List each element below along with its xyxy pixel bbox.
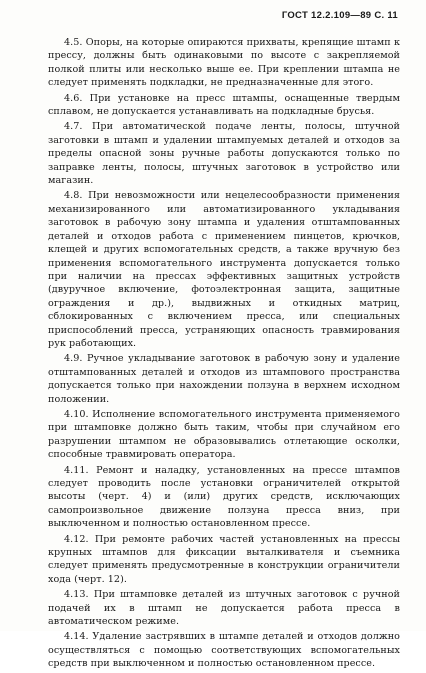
paragraph-4-9: 4.9. Ручное укладывание заготовок в рабочую зону и удаление отштампованных деталей и отходов из штампового пространства допускается только при нахождении ползуна в верхнем исходном положении. [48, 353, 400, 405]
page-header: ГОСТ 12.2.109—89 С. 11 [281, 10, 398, 21]
paragraph-4-5: 4.5. Опоры, на которые опираются прихваты, крепящие штамп к прессу, должны быть одинаковыми по высоте с закрепляемой полкой плиты или несколько выше ее. При креплении штампа не следует применять подкладки, не предназначенные для этого. [48, 37, 400, 89]
paragraph-4-10: 4.10. Исполнение вспомогательного инструмента применяемого при штамповке должно быть таким, чтобы при случайном его разрушении штампом не образовывались отлетающие осколки, способные травмировать оператора. [48, 408, 400, 461]
paragraph-4-11: 4.11. Ремонт и наладку, установленных на прессе штампов следует проводить после установки ограничителей открытой высоты (черт. 4) и (или) других средств, исключающих самопроизвольное движение ползуна пресса вниз, при выключенном и полностью остановленном прессе. [48, 464, 400, 530]
paragraph-4-14: 4.14. Удаление застрявших в штампе деталей и отходов должно осуществляться с помощью соответствующих вспомогательных средств при выключенном и полностью остановленном прессе. [48, 631, 400, 670]
paragraph-4-7: 4.7. При автоматической подаче ленты, полосы, штучной заготовки в штамп и удалении штампуемых деталей и отходов за пределы опасной зоны ручные работы допускаются только по заправке ленты, полосы, штучных заготовок в устройство или магазин. [48, 121, 400, 187]
paragraph-4-8: 4.8. При невозможности или нецелесообразности применения механизированного или автоматизированного укладывания заготовок в рабочую зону штампа и удаления отштампованных деталей и отходов работа с применением пинцетов, крючков, клещей и других вспомогательных средств, а также вручную без применения вспомогательного инструмента допускается только при наличии на прессах эффективных защитных устройств (двуручное включение, фотоэлектронная защита, защитные ограждения и др.), выдвижных и откидных матриц, сблокированных с включением пресса, или специальных приспособлений пресса, устраняющих опасность травмирования рук работающих. [48, 190, 400, 349]
paragraph-4-13: 4.13. При штамповке деталей из штучных заготовок с ручной подачей их в штамп не допускается работа пресса в автоматическом режиме. [48, 589, 400, 628]
paragraph-4-12: 4.12. При ремонте рабочих частей установленных на прессы крупных штампов для фиксации выталкивателя и съемника следует применять предусмотренные в конструкции ограничители хода (черт. 12). [48, 533, 400, 585]
document-body [48, 36, 400, 673]
paragraph-4-6: 4.6. При установке на пресс штампы, оснащенные твердым сплавом, не допускается устанавливать на подкладные брусья. [48, 92, 400, 118]
